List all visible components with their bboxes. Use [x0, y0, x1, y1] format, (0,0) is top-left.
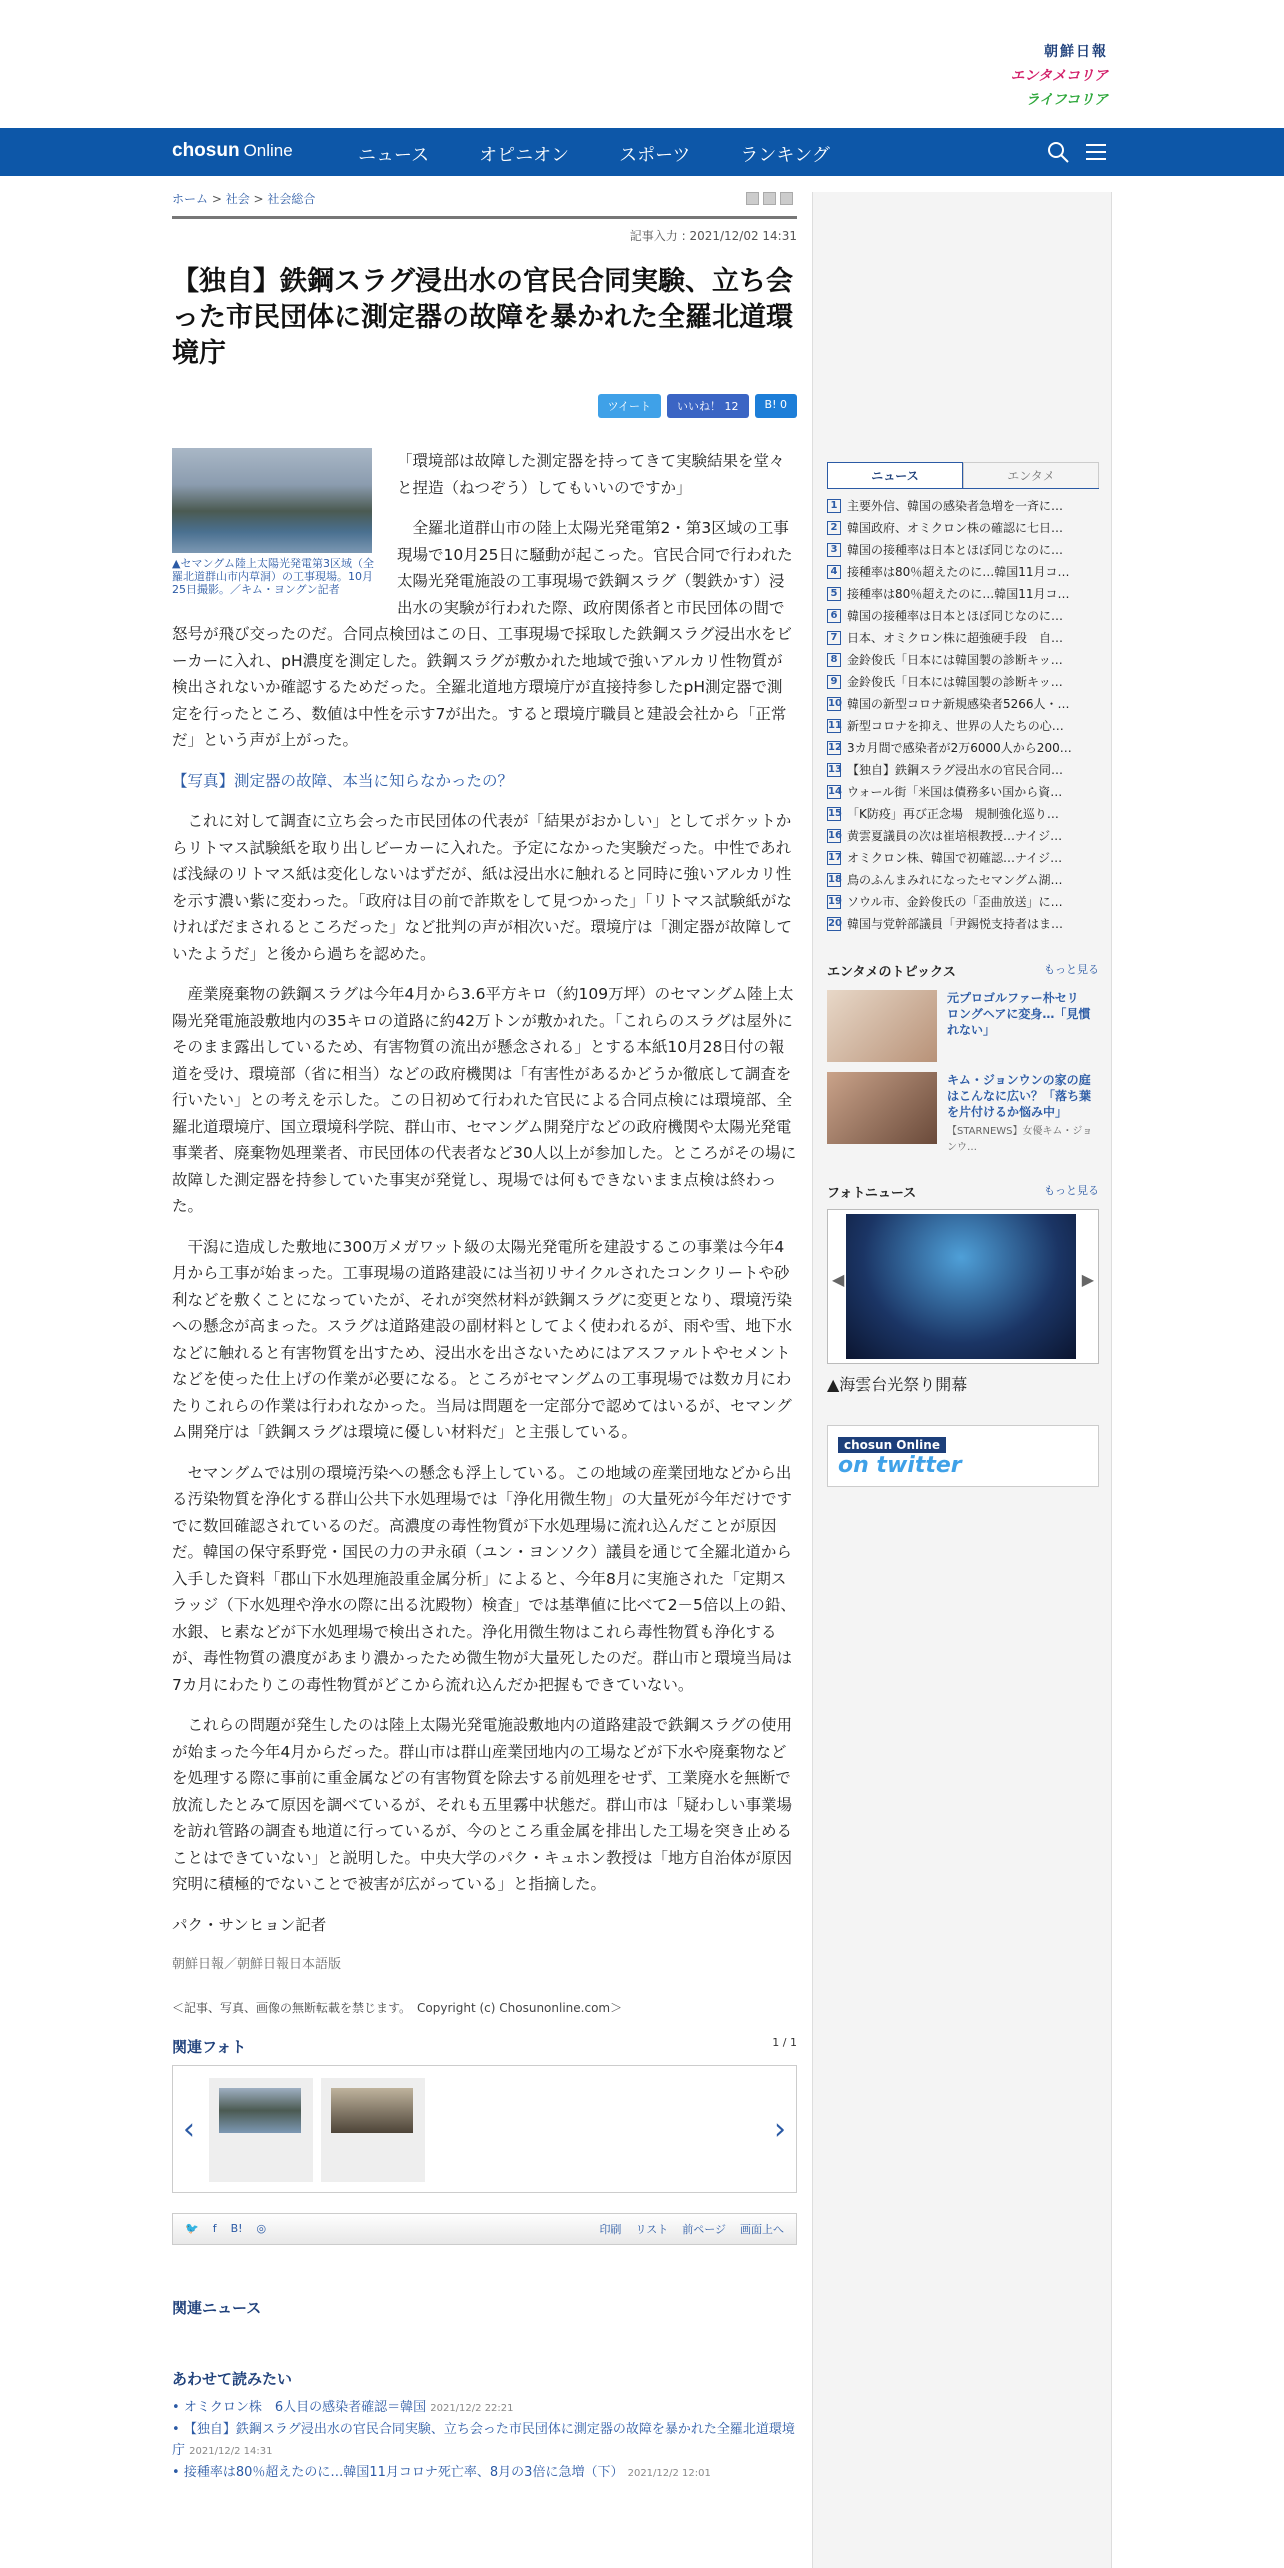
photo-news-caption[interactable]: ▲海雲台光祭り開幕	[827, 1375, 968, 1394]
paragraph: 全羅北道群山市の陸上太陽光発電第2・第3区域の工事現場で10月25日に騒動が起こった。官民合同で行われた太陽光発電施設の工事現場で鉄鋼スラグ（製鉄かす）浸出水の実験が行われた際、政府関係者と市民団体の間で怒号が飛び交ったのだ。合同点検団はこの日、工事現場で採取した鉄鋼スラグ浸出水をビーカーに入れ、pH濃度を測定した。鉄鋼スラグが敷かれた地域で強いアルカリ性物質が検出されないか確認するためだった。全羅北道地方環境庁が直接持参したpH測定器で測定を行ったところ、数値は中性を示す7が出た。すると環境庁職員と建設会社から「正常だ」という声が上がった。	[172, 519, 793, 749]
list-item[interactable]: • 【独自】鉄鋼スラグ浸出水の官民合同実験、立ち会った市民団体に測定器の故障を暴かれた全羅北道環境庁 2021/12/2 14:31	[172, 2421, 795, 2458]
paragraph: 「環境部は故障した測定器を持ってきて実験結果を堂々と捏造（ねつぞう）してもいいのですか」	[397, 452, 785, 497]
rank-number: 3	[827, 543, 841, 557]
rank-number: 4	[827, 565, 841, 579]
list-item[interactable]: • オミクロン株 6人目の感染者確認＝韓国 2021/12/2 22:21	[172, 2399, 514, 2415]
nav-sports[interactable]: スポーツ	[619, 145, 691, 166]
like-button[interactable]: いいね！ 12	[667, 394, 749, 418]
article-date: 記事入力 : 2021/12/02 14:31	[629, 229, 797, 243]
ranking-item[interactable]: 14 ウォール街「米国は債務多い国から資…	[828, 785, 1063, 799]
tab-entame[interactable]: エンタメ	[963, 462, 1099, 488]
ranking-item[interactable]: 5 接種率は80％超えたのに…韓国11月コ…	[827, 583, 1099, 605]
paragraph: これに対して調査に立ち会った市民団体の代表が「結果がおかしい」としてポケットからリトマス試験紙を取り出しビーカーに入れた。予定になかった実験だった。中性であれば浅緑のリトマス紙は変化しないはずだが、紙は浸出水に触れると同時に強いアルカリ性を示す濃い紫に変わった。「政府は目の前で詐欺をして見つかった」「リトマス試験紙がなければだまされるところだった」など批判の声が相次いだ。環境庁は「測定器が故障していたようだ」と後から過ちを認めた。	[172, 812, 793, 963]
ranking-item[interactable]: 17 オミクロン株、韓国で初確認…ナイジ…	[828, 851, 1063, 865]
brand-life-korea[interactable]: ライフコリア	[1025, 92, 1108, 108]
ranking-item[interactable]: 15 「K防疫」再び正念場 規制強化巡り…	[828, 807, 1059, 821]
ranking-item[interactable]: 16 黄雲夏議員の次は崔培根教授…ナイジ…	[828, 829, 1063, 843]
ranking-item[interactable]: 4 接種率は80％超えたのに…韓国11月コ…	[827, 561, 1099, 583]
rank-number: 12	[828, 742, 842, 753]
ranking-item[interactable]: 6 韓国の接種率は日本とほぼ同じなのに…	[827, 605, 1099, 627]
paragraph: これらの問題が発生したのは陸上太陽光発電施設敷地内の道路建設で鉄鋼スラグの使用が始まった今年4月からだった。群山市は群山産業団地内の工場などが下水や廃棄物などを処理する際に事前に重金属などの有害物質を除去する前処理をせず、工業廃水を無断で放流したとみて原因を調べているが、それも五里霧中状態だ。群山市は「疑わしい事業場を訪れ管路の調査も地道に行っているが、今のところ重金属を排出した工場を突き止めることはできていない」と説明した。中央大学のパク・キュホン教授は「地方自治体が原因究明に積極的でないことで被害が広がっている」と指摘した。	[172, 1716, 793, 1893]
ranking-item[interactable]: 12 3カ月間で感染者が2万6000人から200…	[828, 741, 1072, 755]
hamburger-menu-icon[interactable]	[1084, 140, 1108, 164]
paragraph: セマングムでは別の環境汚染への懸念も浮上している。この地域の産業団地などから出る汚染物質を浄化する群山公共下水処理場では「浄化用微生物」の大量死が今年だけですでに数回確認されているのだ。高濃度の毒性物質が下水処理場に流れ込んだことが原因だ。韓国の保守系野党・国民の力の尹永碩（ユン・ヨンソク）議員を通じて全羅北道から入手した資料「郡山下水処理施設重金属分析」によると、今年8月に実施された「定期スラッジ（下水処理や浄水の際に出る沈殿物）検査」では基準値に比べて2－5倍以上の鉛、水銀、ヒ素などが下水処理場で検出された。浄化用微生物はこれら毒性物質も浄化するが、毒性物質の濃度があまり濃かったため微生物が大量死したのだ。群山市と環境当局は7カ月にわたりこの毒性物質がどこから流れ込んだか把握もできていない。	[172, 1463, 796, 1694]
share-icon[interactable]: ◎	[256, 2222, 267, 2235]
photo-news-more-link[interactable]: もっと見る	[1044, 1184, 1099, 1197]
nav-opinion[interactable]: オピニオン	[479, 145, 570, 166]
ranking-item[interactable]: 1 主要外信、韓国の感染者急増を一斉に…	[827, 495, 1099, 517]
global-nav	[0, 128, 1284, 176]
brand-links	[1011, 40, 1108, 112]
topic-image[interactable]	[827, 990, 937, 1062]
next-arrow-icon[interactable]: ▶	[1081, 1270, 1094, 1289]
rank-number: 18	[828, 874, 842, 885]
photo-news-slider	[827, 1209, 1099, 1364]
ranking-item[interactable]: 13 【独自】鉄鋼スラグ浸出水の官民合同…	[828, 763, 1064, 777]
article-photo-image[interactable]	[172, 448, 372, 553]
nav-icons	[1046, 140, 1108, 164]
font-reset-icon[interactable]	[763, 192, 776, 205]
ranking-item[interactable]: 20 韓国与党幹部議員「尹錫悦支持者はま…	[828, 917, 1064, 931]
related-photos-pager: 1 / 1	[772, 2035, 797, 2049]
ranking-item[interactable]: 8 金鈴俊氏「日本には韓国製の診断キッ…	[827, 649, 1099, 671]
facebook-icon[interactable]: f	[212, 2222, 217, 2235]
topics-title: エンタメのトピックス	[827, 965, 956, 980]
page-top-link[interactable]: 画面上へ	[740, 2222, 784, 2236]
article-title: 【独自】鉄鋼スラグ浸出水の官民合同実験、立ち会った市民団体に測定器の故障を暴かれた全羅北道環境庁	[172, 266, 793, 369]
share-buttons	[172, 394, 797, 418]
rank-number: 14	[828, 786, 842, 797]
tab-news[interactable]: ニュース	[827, 462, 963, 488]
font-smaller-icon[interactable]	[746, 192, 759, 205]
divider	[172, 216, 797, 219]
hatena-icon[interactable]: B!	[230, 2222, 243, 2235]
tweet-button[interactable]: ツイート	[598, 394, 661, 418]
rank-number: 16	[828, 830, 842, 841]
related-news-title: 関連ニュース	[172, 2298, 262, 2317]
font-size-tools	[746, 192, 793, 205]
ranking-item[interactable]: 11 新型コロナを抑え、世界の人たちの心…	[828, 719, 1064, 733]
list-link[interactable]: リスト	[635, 2222, 669, 2236]
rank-number: 19	[828, 896, 842, 907]
ranking-tabs	[827, 462, 1099, 489]
photo-link[interactable]: 【写真】測定器の故障、本当に知らなかったの？	[172, 771, 514, 790]
ranking-item[interactable]: 3 韓国の接種率は日本とほぼ同じなのに…	[827, 539, 1099, 561]
ranking-list	[827, 495, 1099, 935]
photo-news-title: フォトニュース	[827, 1186, 917, 1201]
site-logo[interactable]: chosun Online	[172, 140, 293, 161]
article-actions	[172, 2213, 797, 2245]
paragraph: 干潟に造成した敷地に300万メガワット級の太陽光発電所を建設するこの事業は今年4月から工事が始まった。工事現場の道路建設には当初リサイクルされたコンクリートや砂利などを敷くことになっていたが、それが突然材料が鉄鋼スラグに変更となり、環境汚染への懸念が高まった。スラグは道路建設の副材料としてよく使われるが、雨や雪、地下水などに触れると有害物質を出すため、浸出水を出さないためにはアスファルトやセメントなどを使った仕上げの作業が必要になる。ところがセマングムの工事現場では数カ月にわたりこれらの作業は行われなかった。当局は問題を一定部分で認めてはいるが、セマングム開発庁は「鉄鋼スラグは環境に優しい材料だ」と主張している。	[172, 1237, 793, 1441]
rank-number: 11	[828, 720, 842, 731]
rank-number: 8	[827, 653, 841, 667]
ranking-item[interactable]: 2 韓国政府、オミクロン株の確認に七日…	[827, 517, 1099, 539]
ranking-item[interactable]: 18 鳥のふんまみれになったセマングム湖…	[828, 873, 1063, 887]
rank-number: 20	[828, 918, 842, 929]
rank-number: 17	[828, 852, 842, 863]
rank-number: 2	[827, 521, 841, 535]
rank-number: 9	[827, 675, 841, 689]
related-thumb[interactable]	[209, 2078, 313, 2182]
copyright: ＜記事、写真、画像の無断転載を禁じます。 Copyright (c) Chosunonline.com＞	[172, 2000, 623, 2015]
twitter-icon[interactable]: 🐦	[185, 2222, 199, 2235]
nav-ranking[interactable]: ランキング	[740, 145, 830, 166]
ranking-item[interactable]: 7 日本、オミクロン株に超強硬手段 自…	[827, 627, 1099, 649]
ranking-item[interactable]: 19 ソウル市、金鈴俊氏の「歪曲放送」に…	[828, 895, 1063, 909]
breadcrumb-society-general[interactable]: 社会総合	[267, 192, 316, 206]
topic-image[interactable]	[827, 1072, 937, 1144]
rank-number: 15	[828, 808, 842, 819]
ranking-item[interactable]: 9 金鈴俊氏「日本には韓国製の診断キッ…	[827, 671, 1099, 693]
also-read-list	[172, 2397, 797, 2484]
main-menu	[358, 141, 830, 167]
list-item[interactable]: • 接種率は80％超えたのに…韓国11月コロナ死亡率、8月の3倍に急増（下） 2021/12/2 12:01	[172, 2464, 711, 2480]
rank-number: 1	[827, 499, 841, 513]
nav-news[interactable]: ニュース	[358, 145, 430, 166]
prev-page-link[interactable]: 前ページ	[682, 2222, 726, 2236]
byline: パク・サンヒョン記者	[172, 1915, 327, 1934]
article-photo[interactable]	[172, 448, 377, 596]
photo-news-image[interactable]	[846, 1214, 1076, 1359]
breadcrumb-society[interactable]: 社会	[225, 192, 250, 206]
topic-item[interactable]: 元プロゴルファー朴セリ ロングヘアに変身…「見慣れない」	[827, 990, 1099, 1062]
sidebar	[812, 192, 1112, 2568]
paragraph: 産業廃棄物の鉄鋼スラグは今年4月から3.6平方キロ（約109万坪）のセマングム陸上太陽光発電施設敷地内の35キロの道路に約42万トンが敷かれた。「これらのスラグは屋外にそのまま露出しているため、有害物質の流出が懸念される」とする本紙10月28日付の報道を受け、環境部（省に相当）などの政府機関は「有害性があるかどうか徹底して調査を行いたい」との考えを示した。この日初めて行われた官民による合同点検には環境部、全羅北道環境庁、国立環境科学院、群山市、セマングム開発庁などの政府機関や太陽光発電事業者、廃棄物処理業者、市民団体の代表者など30人以上が参加した。ところがその場に故障した測定器を持参していた事実が発覚し、現場では何もできないまま点検は終わった。	[172, 985, 797, 1215]
breadcrumb-home[interactable]: ホーム	[172, 192, 209, 206]
brand-chosun-ilbo[interactable]: 朝鮮日報	[1044, 44, 1108, 60]
also-read-title: あわせて読みたい	[172, 2369, 293, 2388]
rank-number: 5	[827, 587, 841, 601]
prev-arrow-icon[interactable]: ◀	[832, 1270, 845, 1289]
rank-number: 7	[827, 631, 841, 645]
article-column	[172, 216, 797, 2484]
prev-arrow-icon[interactable]: ‹	[183, 2111, 195, 2147]
print-link[interactable]: 印刷	[599, 2222, 622, 2236]
twitter-banner[interactable]: chosun Online on twitter	[827, 1425, 1099, 1487]
related-thumb[interactable]	[321, 2078, 425, 2182]
source: 朝鮮日報／朝鮮日報日本語版	[172, 1957, 342, 1972]
photo-caption: ▲セマングム陸上太陽光発電第3区域（全羅北道群山市内草洞）の工事現場。10月25日撮影。／キム・ヨングン記者	[172, 557, 375, 596]
search-icon[interactable]	[1046, 140, 1070, 164]
related-photos	[172, 2036, 797, 2193]
rank-number: 10	[828, 698, 842, 709]
breadcrumb: ホーム > 社会 > 社会総合	[172, 192, 316, 206]
next-arrow-icon[interactable]: ›	[774, 2111, 786, 2147]
rank-number: 6	[827, 609, 841, 623]
topics-more-link[interactable]: もっと見る	[1044, 963, 1099, 976]
related-photos-title: 関連フォト	[172, 2037, 247, 2056]
topic-item[interactable]: キム・ジョンウンの家の庭はこんなに広い？「落ち葉を片付けるか悩み中」 【STARNEWS】女優キム・ジョンウ…	[827, 1072, 1099, 1156]
hatena-button[interactable]: B! 0	[755, 394, 797, 418]
rank-number: 13	[828, 764, 842, 775]
brand-entame-korea[interactable]: エンタメコリア	[1010, 68, 1108, 84]
ranking-item[interactable]: 10 韓国の新型コロナ新規感染者5266人・…	[828, 697, 1070, 711]
article-body	[172, 448, 797, 1979]
font-larger-icon[interactable]	[780, 192, 793, 205]
